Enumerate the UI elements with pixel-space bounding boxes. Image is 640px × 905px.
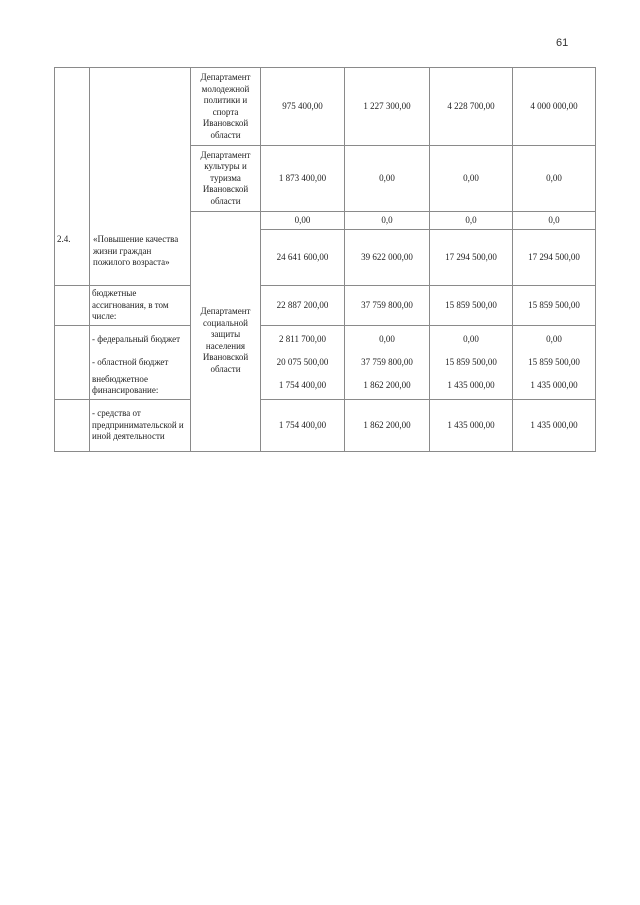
value-cell: 975 400,00 xyxy=(261,68,345,146)
page-number: 61 xyxy=(556,37,569,49)
value-cell: 15 859 500,00 xyxy=(430,354,513,372)
value-cell: 0,00 xyxy=(430,146,513,212)
value-cell: 1 227 300,00 xyxy=(345,68,430,146)
value-cell: 0,0 xyxy=(430,212,513,230)
value-cell: 0,00 xyxy=(513,326,596,354)
value-cell: 0,0 xyxy=(345,212,430,230)
value-cell: 0,00 xyxy=(345,146,430,212)
label-budget: бюджетные ассигнования, в том числе: xyxy=(90,286,191,326)
value-cell: 15 859 500,00 xyxy=(513,354,596,372)
label-regional: - областной бюджет xyxy=(90,354,191,372)
empty-cell xyxy=(55,354,90,372)
value-cell: 1 435 000,00 xyxy=(430,400,513,452)
value-cell: 17 294 500,00 xyxy=(430,230,513,286)
value-cell: 1 754 400,00 xyxy=(261,400,345,452)
empty-cell xyxy=(55,286,90,326)
value-cell: 1 435 000,00 xyxy=(513,372,596,400)
value-cell: 1 862 200,00 xyxy=(345,372,430,400)
value-cell: 1 862 200,00 xyxy=(345,400,430,452)
department-culture: Департамент культуры и туризма Ивановской области xyxy=(191,146,261,212)
value-cell: 0,00 xyxy=(513,146,596,212)
value-cell: 1 873 400,00 xyxy=(261,146,345,212)
row-number: 2.4. xyxy=(57,234,71,244)
table-row xyxy=(55,326,596,354)
value-cell: 1 435 000,00 xyxy=(430,372,513,400)
department-social: Департамент социальной защиты населения Ивановской области xyxy=(191,212,261,452)
value-cell: 15 859 500,00 xyxy=(513,286,596,326)
department-youth: Департамент молодежной политики и спорта Ивановской области xyxy=(191,68,261,146)
table-row xyxy=(55,68,596,146)
value-cell: 0,00 xyxy=(345,326,430,354)
value-cell: 0,0 xyxy=(513,212,596,230)
table-row xyxy=(55,354,596,372)
value-cell: 17 294 500,00 xyxy=(513,230,596,286)
value-cell: 37 759 800,00 xyxy=(345,286,430,326)
empty-cell xyxy=(55,372,90,400)
row-name: «Повышение качества жизни граждан пожилого возраста» xyxy=(93,234,179,267)
value-cell: 15 859 500,00 xyxy=(430,286,513,326)
table-row xyxy=(55,372,596,400)
value-cell: 2 811 700,00 xyxy=(261,326,345,354)
value-cell: 24 641 600,00 xyxy=(261,230,345,286)
value-cell: 0,00 xyxy=(430,326,513,354)
value-cell: 0,00 xyxy=(261,212,345,230)
value-cell: 1 754 400,00 xyxy=(261,372,345,400)
value-cell: 22 887 200,00 xyxy=(261,286,345,326)
value-cell: 39 622 000,00 xyxy=(345,230,430,286)
value-cell: 4 228 700,00 xyxy=(430,68,513,146)
value-cell: 37 759 800,00 xyxy=(345,354,430,372)
table-row xyxy=(55,400,596,452)
table-row xyxy=(55,286,596,326)
value-cell: 4 000 000,00 xyxy=(513,68,596,146)
label-federal: - федеральный бюджет xyxy=(90,326,191,354)
empty-cell xyxy=(55,326,90,354)
value-cell: 20 075 500,00 xyxy=(261,354,345,372)
label-extra: внебюджетное финансирование: xyxy=(90,372,191,400)
value-cell: 1 435 000,00 xyxy=(513,400,596,452)
label-business: - средства от предпринимательской и иной деятельности xyxy=(90,400,191,452)
empty-cell xyxy=(55,400,90,452)
row-number-cell xyxy=(55,68,90,286)
